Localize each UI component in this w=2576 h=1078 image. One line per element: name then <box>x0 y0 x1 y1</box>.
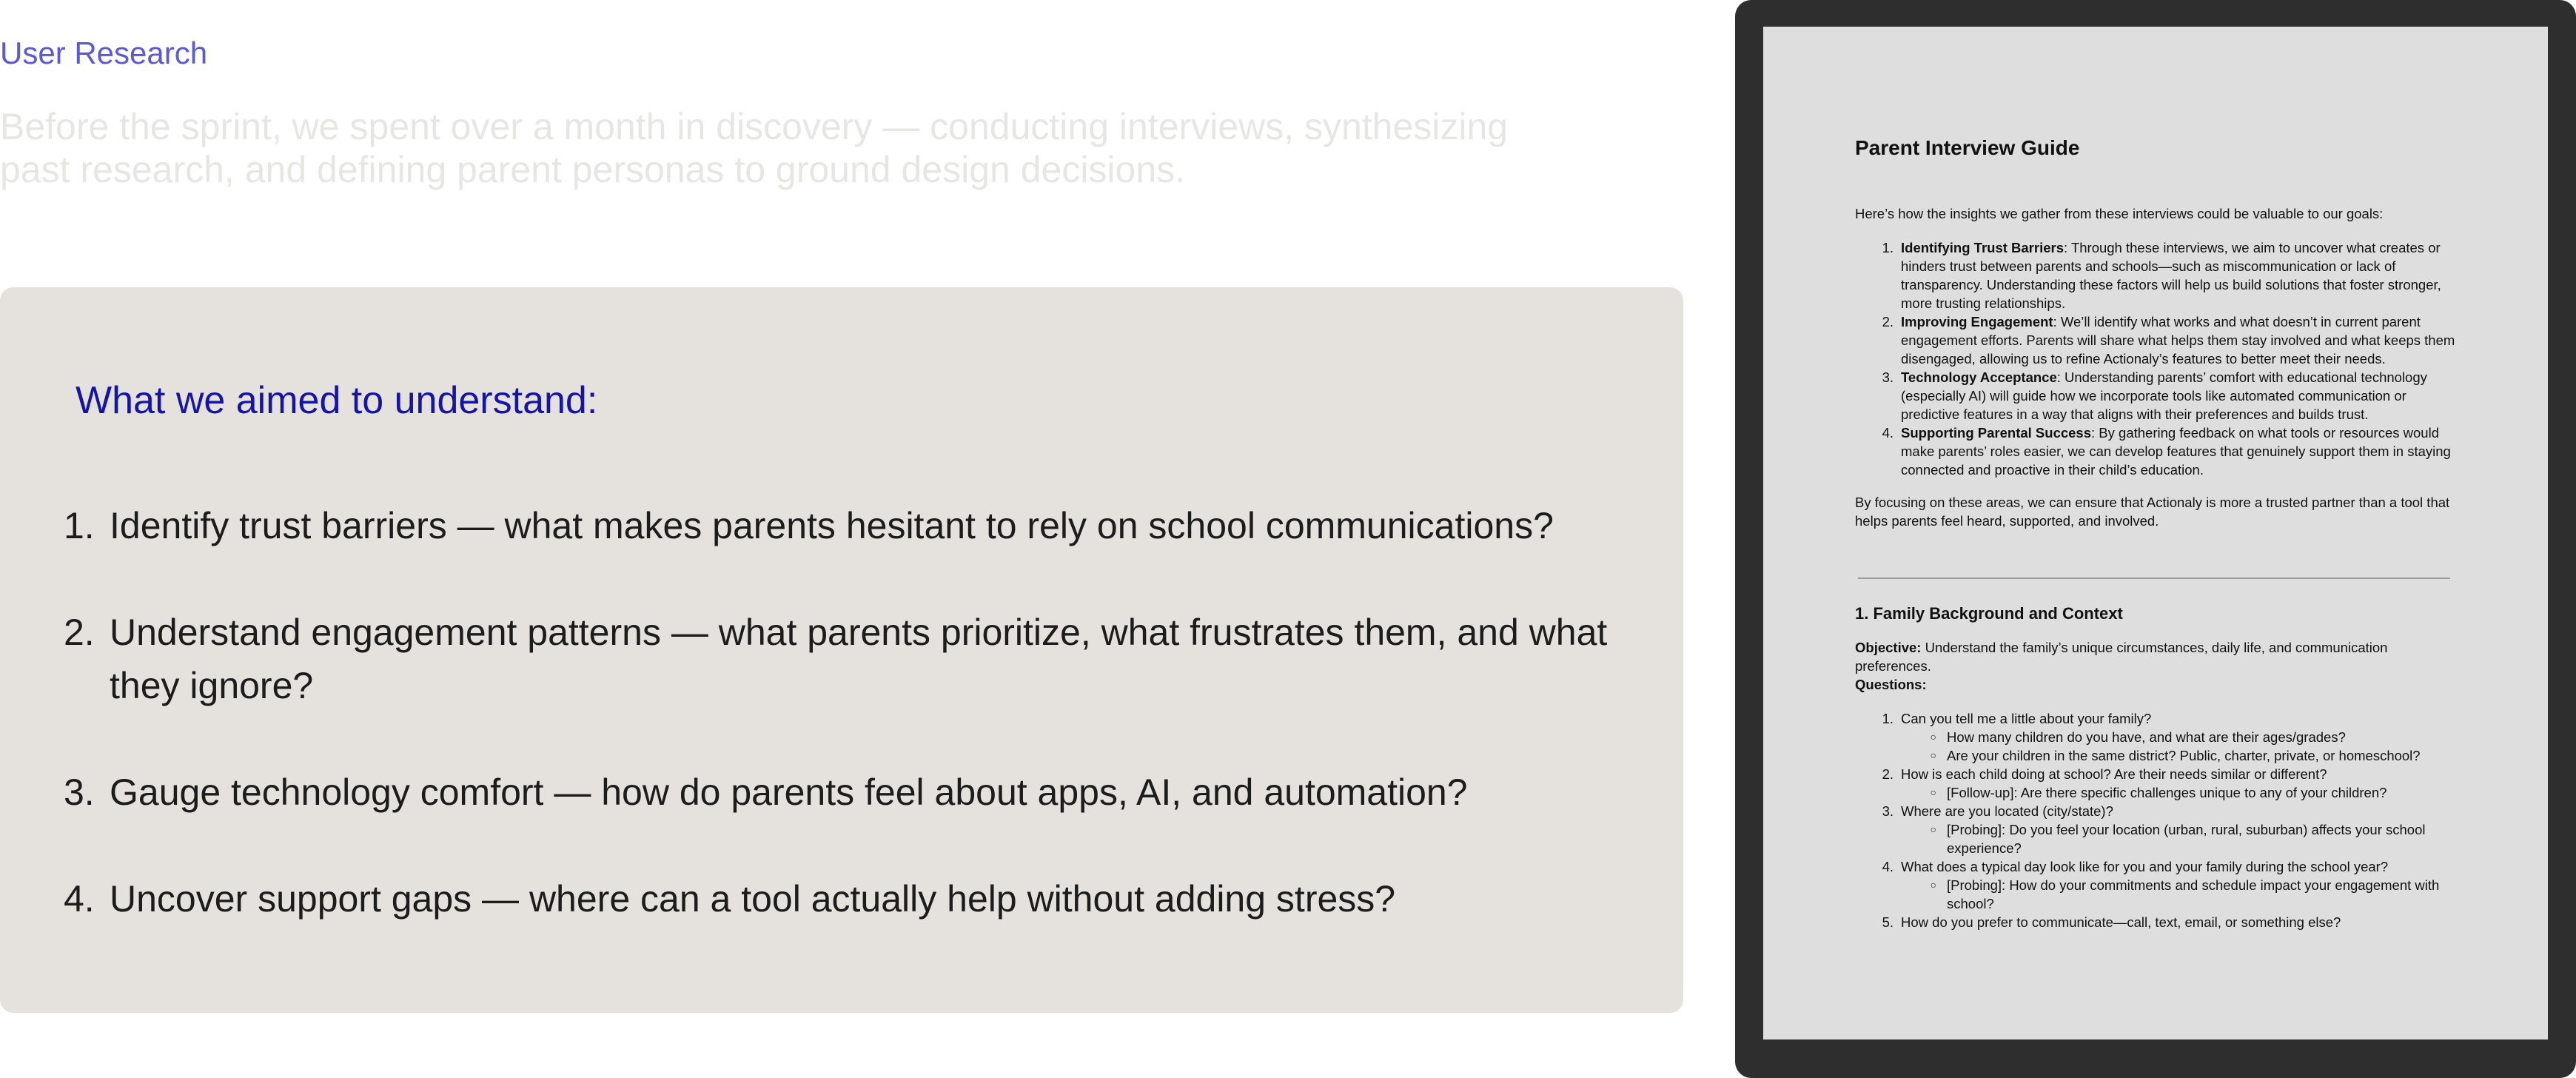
sub-bullet-icon: ○ <box>1930 731 1936 743</box>
objective-text: Understand the family’s unique circumstances, daily life, and communication preferences. <box>1855 640 2388 674</box>
goal-body <box>1901 238 2462 312</box>
goal-text: : By gathering feedback on what tools or resources would make parents’ roles easier, we can develop features that genuinely support them in staying connected and proactive in their child’s education. <box>1901 425 2451 478</box>
document-intro: Here’s how the insights we gather from these interviews could be valuable to our goals: <box>1855 206 2384 221</box>
question-number: 2. <box>1882 766 1894 782</box>
goal-body <box>1901 312 2462 368</box>
sub-bullet-icon: ○ <box>1930 823 1936 835</box>
objective-label: Objective: <box>1855 640 1922 655</box>
sub-bullet-icon: ○ <box>1930 786 1936 798</box>
goal-number: 3. <box>1882 369 1894 385</box>
question-number: 3. <box>1882 803 1894 819</box>
document-objective <box>1855 638 2462 675</box>
questions-label: Questions: <box>1855 677 1927 692</box>
document-goal-item <box>1855 238 2462 312</box>
document-goal-item <box>1855 424 2462 479</box>
document-title: Parent Interview Guide <box>1855 136 2080 159</box>
aims-heading: What we aimed to understand: <box>76 379 598 422</box>
question-text: How is each child doing at school? Are their needs similar or different? <box>1901 766 2327 782</box>
aim-text: Understand engagement patterns — what parents prioritize, what frustrates them, and what they ignore? <box>110 612 1608 706</box>
aim-number: 1. <box>64 505 95 546</box>
aim-text: Identify trust barriers — what makes parents hesitant to rely on school communications? <box>110 505 1554 546</box>
goal-number: 2. <box>1882 314 1894 329</box>
goal-text: : Through these interviews, we aim to uncover what creates or hinders trust between parents and schools—such as miscommunication or lack of transparency. Understanding these factors will help us build solutions that foster stronger, more trusting relationships. <box>1901 240 2441 311</box>
document-questions-list <box>1855 709 2462 931</box>
aim-item-2 <box>64 606 1640 712</box>
section-label: User Research <box>0 36 208 70</box>
goal-term: Technology Acceptance <box>1901 369 2057 385</box>
section-intro: Before the sprint, we spent over a month in discovery — conducting interviews, synthesizing past research, and defining parent personas to ground design decisions. <box>0 106 1509 190</box>
document-goal-item <box>1855 312 2462 368</box>
sub-question-text: [Probing]: Do you feel your location (urban, rural, suburban) affects your school experience? <box>1947 822 2426 856</box>
sub-bullet-icon: ○ <box>1930 879 1936 891</box>
aim-item-3 <box>64 766 1640 819</box>
aim-item-1 <box>64 499 1640 552</box>
question-text: Where are you located (city/state)? <box>1901 803 2113 819</box>
document-goals-list <box>1855 238 2462 479</box>
question-item <box>1855 802 2462 857</box>
question-text: How do you prefer to communicate—call, text, email, or something else? <box>1901 914 2341 930</box>
sub-question-text: [Probing]: How do your commitments and schedule impact your engagement with school? <box>1947 877 2440 911</box>
question-item <box>1855 709 2462 765</box>
sub-question-text: [Follow-up]: Are there specific challenges unique to any of your children? <box>1947 785 2387 800</box>
document-preview-frame <box>1735 0 2576 1078</box>
goal-body <box>1901 368 2462 424</box>
document-closing: By focusing on these areas, we can ensure that Actionaly is more a trusted partner than a tool that helps parents feel heard, supported, and involved. <box>1855 495 2450 529</box>
aim-item-4 <box>64 872 1640 925</box>
goal-term: Identifying Trust Barriers <box>1901 240 2064 255</box>
question-text: What does a typical day look like for you and your family during the school year? <box>1901 859 2389 874</box>
question-number: 5. <box>1882 914 1894 930</box>
question-item <box>1855 765 2462 802</box>
aim-number: 2. <box>64 612 95 653</box>
sub-question-text: Are your children in the same district? Public, charter, private, or homeschool? <box>1947 748 2421 763</box>
aim-number: 4. <box>64 878 95 920</box>
sub-question-text: How many children do you have, and what are their ages/grades? <box>1947 729 2346 745</box>
document-goal-item <box>1855 368 2462 424</box>
goal-number: 1. <box>1882 240 1894 255</box>
aims-card <box>0 287 1683 1013</box>
goal-term: Supporting Parental Success <box>1901 425 2092 441</box>
goal-term: Improving Engagement <box>1901 314 2053 329</box>
goal-text: : We’ll identify what works and what doesn’t in current parent engagement efforts. Parents will share what helps them stay involved and what keeps them disengaged, allowing us to refine Actionaly’s features to better meet their needs. <box>1901 314 2455 366</box>
aim-text: Uncover support gaps — where can a tool actually help without adding stress? <box>110 878 1396 920</box>
question-number: 1. <box>1882 711 1894 726</box>
aim-number: 3. <box>64 771 95 813</box>
question-text: Can you tell me a little about your family? <box>1901 711 2152 726</box>
document-page <box>1763 27 2548 1040</box>
question-number: 4. <box>1882 859 1894 874</box>
document-section-title: 1. Family Background and Context <box>1855 604 2123 623</box>
aim-text: Gauge technology comfort — how do parents feel about apps, AI, and automation? <box>110 771 1468 813</box>
document-divider <box>1858 578 2450 579</box>
question-item <box>1855 913 2462 931</box>
question-item <box>1855 857 2462 913</box>
sub-bullet-icon: ○ <box>1930 749 1936 761</box>
goal-text: : Understanding parents’ comfort with educational technology (especially AI) will guide how we incorporate tools like automated communication or predictive features in a way that aligns with their preferences and builds trust. <box>1901 369 2427 422</box>
goal-body <box>1901 424 2462 479</box>
goal-number: 4. <box>1882 425 1894 441</box>
